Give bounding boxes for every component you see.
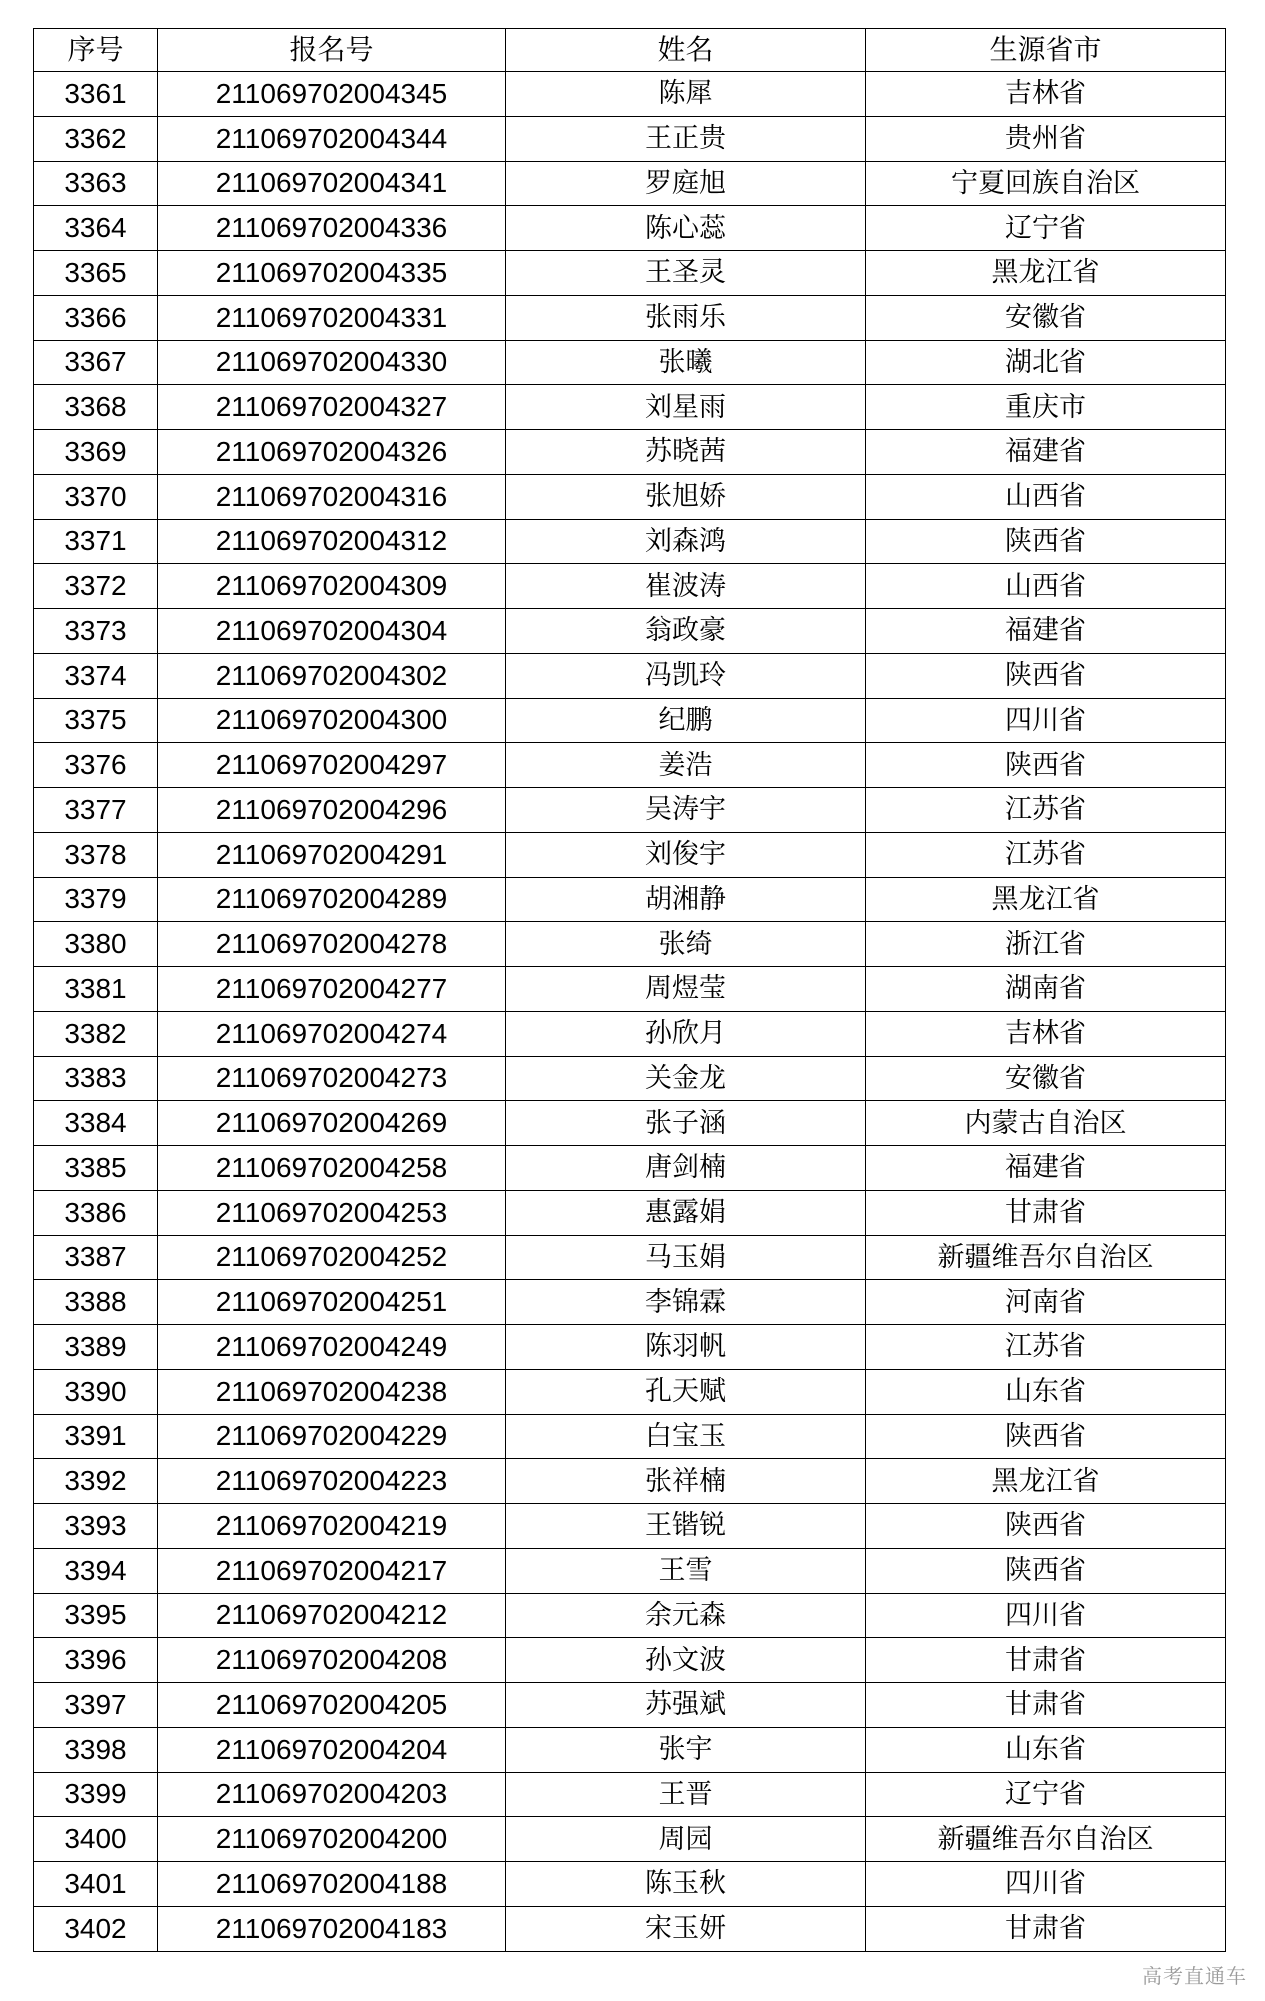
serial-number-cell: 3364 — [34, 206, 158, 251]
name-cell: 陈犀 — [506, 72, 866, 117]
origin-province-cell: 重庆市 — [866, 385, 1226, 430]
origin-province-cell: 内蒙古自治区 — [866, 1101, 1226, 1146]
serial-number-cell: 3370 — [34, 474, 158, 519]
table-row — [34, 1504, 1226, 1549]
origin-province-cell: 宁夏回族自治区 — [866, 161, 1226, 206]
origin-province-cell: 湖北省 — [866, 340, 1226, 385]
origin-province-cell: 福建省 — [866, 430, 1226, 475]
serial-number-cell: 3383 — [34, 1056, 158, 1101]
registration-number-cell: 211069702004258 — [158, 1146, 506, 1191]
table-row — [34, 653, 1226, 698]
origin-province-cell: 陕西省 — [866, 653, 1226, 698]
name-cell: 王正贵 — [506, 116, 866, 161]
origin-province-cell: 新疆维吾尔自治区 — [866, 1235, 1226, 1280]
serial-number-cell: 3394 — [34, 1548, 158, 1593]
serial-number-cell: 3397 — [34, 1683, 158, 1728]
table-row — [34, 1772, 1226, 1817]
serial-number-cell: 3366 — [34, 295, 158, 340]
name-cell: 罗庭旭 — [506, 161, 866, 206]
origin-province-cell: 陕西省 — [866, 519, 1226, 564]
origin-province-cell: 陕西省 — [866, 1504, 1226, 1549]
registration-number-cell: 211069702004273 — [158, 1056, 506, 1101]
table-row — [34, 72, 1226, 117]
registration-number-cell: 211069702004183 — [158, 1906, 506, 1951]
table-row — [34, 1548, 1226, 1593]
name-cell: 李锦霖 — [506, 1280, 866, 1325]
serial-number-cell: 3381 — [34, 967, 158, 1012]
serial-number-cell: 3376 — [34, 743, 158, 788]
name-cell: 胡湘静 — [506, 877, 866, 922]
registration-number-cell: 211069702004300 — [158, 698, 506, 743]
table-row — [34, 385, 1226, 430]
registration-number-cell: 211069702004277 — [158, 967, 506, 1012]
serial-number-cell: 3365 — [34, 251, 158, 296]
registration-number-cell: 211069702004217 — [158, 1548, 506, 1593]
table-row — [34, 788, 1226, 833]
registration-number-cell: 211069702004341 — [158, 161, 506, 206]
name-cell: 余元森 — [506, 1593, 866, 1638]
registration-number-cell: 211069702004274 — [158, 1011, 506, 1056]
serial-number-cell: 3387 — [34, 1235, 158, 1280]
registration-number-cell: 211069702004269 — [158, 1101, 506, 1146]
name-cell: 孙欣月 — [506, 1011, 866, 1056]
name-cell: 翁政豪 — [506, 609, 866, 654]
table-row — [34, 116, 1226, 161]
registration-number-cell: 211069702004223 — [158, 1459, 506, 1504]
serial-number-cell: 3372 — [34, 564, 158, 609]
serial-number-cell: 3390 — [34, 1369, 158, 1414]
name-cell: 张旭娇 — [506, 474, 866, 519]
table-row — [34, 1235, 1226, 1280]
origin-province-cell: 四川省 — [866, 1593, 1226, 1638]
registration-number-cell: 211069702004316 — [158, 474, 506, 519]
serial-number-cell: 3377 — [34, 788, 158, 833]
origin-province-cell: 安徽省 — [866, 1056, 1226, 1101]
registration-number-cell: 211069702004253 — [158, 1190, 506, 1235]
registration-number-cell: 211069702004335 — [158, 251, 506, 296]
serial-number-cell: 3362 — [34, 116, 158, 161]
origin-province-cell: 山东省 — [866, 1727, 1226, 1772]
name-cell: 张祥楠 — [506, 1459, 866, 1504]
table-row — [34, 206, 1226, 251]
table-row — [34, 1906, 1226, 1951]
serial-number-cell: 3369 — [34, 430, 158, 475]
registration-number-cell: 211069702004188 — [158, 1862, 506, 1907]
origin-province-cell: 江苏省 — [866, 832, 1226, 877]
name-cell: 王锴锐 — [506, 1504, 866, 1549]
table-row — [34, 1190, 1226, 1235]
registration-number-cell: 211069702004345 — [158, 72, 506, 117]
registration-number-cell: 211069702004278 — [158, 922, 506, 967]
origin-province-cell: 陕西省 — [866, 1414, 1226, 1459]
serial-number-cell: 3392 — [34, 1459, 158, 1504]
serial-number-cell: 3382 — [34, 1011, 158, 1056]
origin-province-cell: 河南省 — [866, 1280, 1226, 1325]
origin-province-cell: 福建省 — [866, 1146, 1226, 1191]
serial-number-cell: 3389 — [34, 1325, 158, 1370]
table-row — [34, 1325, 1226, 1370]
table-row — [34, 1683, 1226, 1728]
origin-province-cell: 黑龙江省 — [866, 1459, 1226, 1504]
name-cell: 张曦 — [506, 340, 866, 385]
origin-province-cell: 四川省 — [866, 1862, 1226, 1907]
name-cell: 张雨乐 — [506, 295, 866, 340]
table-row — [34, 474, 1226, 519]
origin-province-cell: 浙江省 — [866, 922, 1226, 967]
name-cell: 王雪 — [506, 1548, 866, 1593]
serial-number-cell: 3401 — [34, 1862, 158, 1907]
table-row — [34, 295, 1226, 340]
registration-number-cell: 211069702004331 — [158, 295, 506, 340]
name-cell: 张宇 — [506, 1727, 866, 1772]
table-row — [34, 698, 1226, 743]
table-header-row — [34, 29, 1226, 72]
registration-number-cell: 211069702004205 — [158, 1683, 506, 1728]
origin-province-cell: 辽宁省 — [866, 1772, 1226, 1817]
registration-number-cell: 211069702004203 — [158, 1772, 506, 1817]
registration-number-cell: 211069702004302 — [158, 653, 506, 698]
table-row — [34, 1369, 1226, 1414]
registration-number-cell: 211069702004312 — [158, 519, 506, 564]
origin-province-cell: 吉林省 — [866, 72, 1226, 117]
origin-province-cell: 山西省 — [866, 474, 1226, 519]
name-cell: 陈玉秋 — [506, 1862, 866, 1907]
registration-number-cell: 211069702004336 — [158, 206, 506, 251]
table-row — [34, 1817, 1226, 1862]
registration-number-cell: 211069702004327 — [158, 385, 506, 430]
name-cell: 白宝玉 — [506, 1414, 866, 1459]
name-cell: 惠露娟 — [506, 1190, 866, 1235]
serial-number-cell: 3384 — [34, 1101, 158, 1146]
registration-number-cell: 211069702004297 — [158, 743, 506, 788]
origin-province-cell: 陕西省 — [866, 743, 1226, 788]
registration-number-cell: 211069702004251 — [158, 1280, 506, 1325]
serial-number-cell: 3379 — [34, 877, 158, 922]
name-cell: 吴涛宇 — [506, 788, 866, 833]
name-cell: 刘森鸿 — [506, 519, 866, 564]
table-row — [34, 1146, 1226, 1191]
header-registration-number: 报名号 — [158, 29, 506, 72]
origin-province-cell: 贵州省 — [866, 116, 1226, 161]
registration-number-cell: 211069702004326 — [158, 430, 506, 475]
registration-number-cell: 211069702004212 — [158, 1593, 506, 1638]
table-row — [34, 832, 1226, 877]
table-row — [34, 609, 1226, 654]
origin-province-cell: 甘肃省 — [866, 1906, 1226, 1951]
watermark-text: 高考直通车 — [1142, 1964, 1247, 1988]
registration-number-cell: 211069702004238 — [158, 1369, 506, 1414]
origin-province-cell: 黑龙江省 — [866, 251, 1226, 296]
origin-province-cell: 黑龙江省 — [866, 877, 1226, 922]
origin-province-cell: 陕西省 — [866, 1548, 1226, 1593]
registration-number-cell: 211069702004208 — [158, 1638, 506, 1683]
table-row — [34, 1056, 1226, 1101]
header-serial-number: 序号 — [34, 29, 158, 72]
name-cell: 刘俊宇 — [506, 832, 866, 877]
table-row — [34, 161, 1226, 206]
serial-number-cell: 3375 — [34, 698, 158, 743]
table-row — [34, 1011, 1226, 1056]
origin-province-cell: 山西省 — [866, 564, 1226, 609]
name-cell: 周园 — [506, 1817, 866, 1862]
serial-number-cell: 3388 — [34, 1280, 158, 1325]
name-cell: 刘星雨 — [506, 385, 866, 430]
table-row — [34, 877, 1226, 922]
table-row — [34, 1862, 1226, 1907]
name-cell: 纪鹏 — [506, 698, 866, 743]
name-cell: 周煜莹 — [506, 967, 866, 1012]
serial-number-cell: 3398 — [34, 1727, 158, 1772]
table-row — [34, 564, 1226, 609]
table-row — [34, 1638, 1226, 1683]
serial-number-cell: 3380 — [34, 922, 158, 967]
serial-number-cell: 3393 — [34, 1504, 158, 1549]
registration-number-cell: 211069702004252 — [158, 1235, 506, 1280]
registration-number-cell: 211069702004200 — [158, 1817, 506, 1862]
serial-number-cell: 3395 — [34, 1593, 158, 1638]
table-row — [34, 967, 1226, 1012]
origin-province-cell: 甘肃省 — [866, 1683, 1226, 1728]
header-origin-province: 生源省市 — [866, 29, 1226, 72]
name-cell: 宋玉妍 — [506, 1906, 866, 1951]
registration-number-cell: 211069702004309 — [158, 564, 506, 609]
serial-number-cell: 3399 — [34, 1772, 158, 1817]
registration-number-cell: 211069702004330 — [158, 340, 506, 385]
header-name: 姓名 — [506, 29, 866, 72]
table-body — [34, 72, 1226, 1952]
registration-number-cell: 211069702004296 — [158, 788, 506, 833]
registration-number-cell: 211069702004344 — [158, 116, 506, 161]
serial-number-cell: 3361 — [34, 72, 158, 117]
origin-province-cell: 安徽省 — [866, 295, 1226, 340]
table-row — [34, 1101, 1226, 1146]
origin-province-cell: 甘肃省 — [866, 1638, 1226, 1683]
registration-number-cell: 211069702004291 — [158, 832, 506, 877]
table-row — [34, 519, 1226, 564]
registration-number-cell: 211069702004304 — [158, 609, 506, 654]
name-cell: 陈心蕊 — [506, 206, 866, 251]
name-cell: 孙文波 — [506, 1638, 866, 1683]
table-row — [34, 922, 1226, 967]
origin-province-cell: 新疆维吾尔自治区 — [866, 1817, 1226, 1862]
serial-number-cell: 3396 — [34, 1638, 158, 1683]
name-cell: 马玉娟 — [506, 1235, 866, 1280]
serial-number-cell: 3374 — [34, 653, 158, 698]
name-cell: 张绮 — [506, 922, 866, 967]
table-row — [34, 1593, 1226, 1638]
registration-number-cell: 211069702004219 — [158, 1504, 506, 1549]
name-cell: 王圣灵 — [506, 251, 866, 296]
table-row — [34, 743, 1226, 788]
table-row — [34, 340, 1226, 385]
name-cell: 冯凯玲 — [506, 653, 866, 698]
name-cell: 崔波涛 — [506, 564, 866, 609]
name-cell: 张子涵 — [506, 1101, 866, 1146]
name-cell: 关金龙 — [506, 1056, 866, 1101]
name-cell: 苏强斌 — [506, 1683, 866, 1728]
serial-number-cell: 3391 — [34, 1414, 158, 1459]
origin-province-cell: 辽宁省 — [866, 206, 1226, 251]
origin-province-cell: 福建省 — [866, 609, 1226, 654]
serial-number-cell: 3400 — [34, 1817, 158, 1862]
table-row — [34, 430, 1226, 475]
serial-number-cell: 3373 — [34, 609, 158, 654]
name-cell: 王晋 — [506, 1772, 866, 1817]
name-cell: 苏晓茜 — [506, 430, 866, 475]
serial-number-cell: 3402 — [34, 1906, 158, 1951]
serial-number-cell: 3368 — [34, 385, 158, 430]
table-row — [34, 1727, 1226, 1772]
origin-province-cell: 四川省 — [866, 698, 1226, 743]
origin-province-cell: 江苏省 — [866, 788, 1226, 833]
name-cell: 唐剑楠 — [506, 1146, 866, 1191]
origin-province-cell: 江苏省 — [866, 1325, 1226, 1370]
name-cell: 孔天赋 — [506, 1369, 866, 1414]
serial-number-cell: 3371 — [34, 519, 158, 564]
serial-number-cell: 3386 — [34, 1190, 158, 1235]
registration-number-cell: 211069702004229 — [158, 1414, 506, 1459]
serial-number-cell: 3367 — [34, 340, 158, 385]
table-row — [34, 1280, 1226, 1325]
table-row — [34, 251, 1226, 296]
admission-roster-table — [33, 28, 1226, 1952]
serial-number-cell: 3363 — [34, 161, 158, 206]
registration-number-cell: 211069702004204 — [158, 1727, 506, 1772]
registration-number-cell: 211069702004289 — [158, 877, 506, 922]
table-row — [34, 1414, 1226, 1459]
origin-province-cell: 湖南省 — [866, 967, 1226, 1012]
origin-province-cell: 山东省 — [866, 1369, 1226, 1414]
registration-number-cell: 211069702004249 — [158, 1325, 506, 1370]
origin-province-cell: 吉林省 — [866, 1011, 1226, 1056]
name-cell: 陈羽帆 — [506, 1325, 866, 1370]
serial-number-cell: 3378 — [34, 832, 158, 877]
serial-number-cell: 3385 — [34, 1146, 158, 1191]
table-row — [34, 1459, 1226, 1504]
origin-province-cell: 甘肃省 — [866, 1190, 1226, 1235]
name-cell: 姜浩 — [506, 743, 866, 788]
